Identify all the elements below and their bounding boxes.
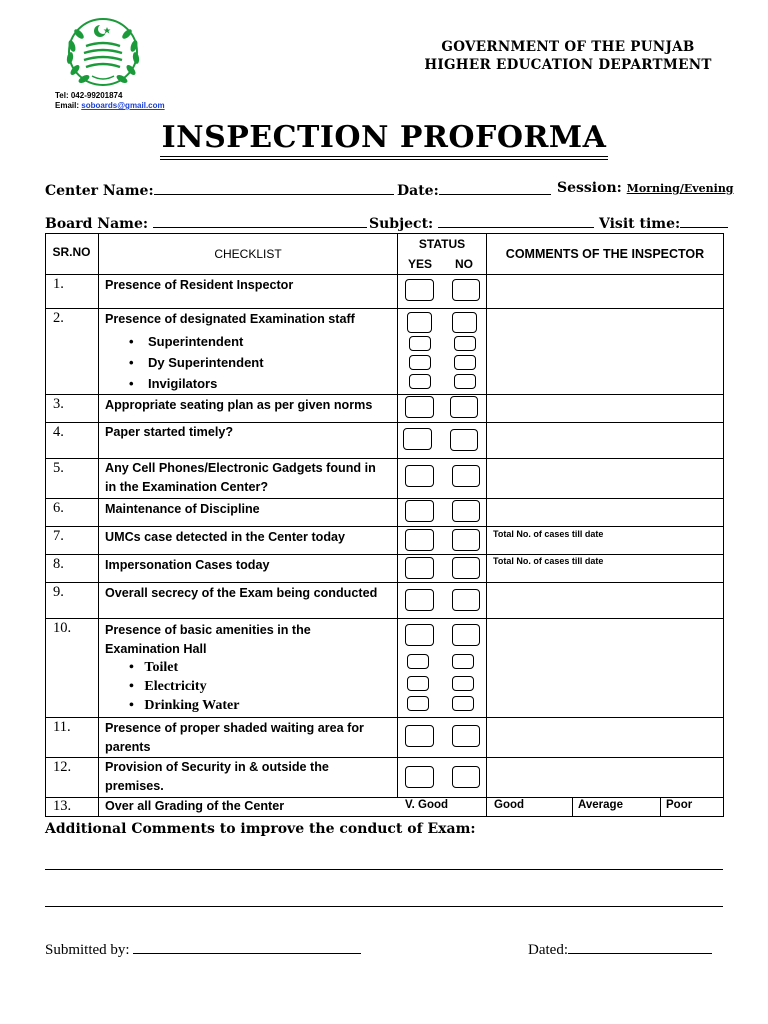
checklist-line: premises. bbox=[105, 779, 164, 793]
no-checkbox[interactable] bbox=[452, 312, 477, 333]
checklist-item: Presence of designated Examination staff bbox=[105, 312, 355, 326]
header-yes: YES bbox=[407, 257, 432, 271]
checklist-item bbox=[105, 621, 311, 659]
checklist-item: Appropriate seating plan as per given norms bbox=[105, 398, 373, 412]
date-blank[interactable] bbox=[439, 180, 551, 195]
checklist-line: in the Examination Center? bbox=[105, 480, 269, 494]
row-number: 7. bbox=[53, 528, 64, 544]
header-comments: COMMENTS OF THE INSPECTOR bbox=[505, 247, 705, 261]
checklist-item bbox=[105, 758, 329, 796]
checklist-item: Paper started timely? bbox=[105, 425, 234, 439]
page-title bbox=[100, 120, 668, 155]
no-checkbox[interactable] bbox=[450, 429, 478, 451]
checklist-line: Any Cell Phones/Electronic Gadgets found in bbox=[105, 461, 376, 475]
comment-line[interactable] bbox=[45, 869, 723, 870]
checklist-line: Provision of Security in & outside the bbox=[105, 760, 329, 774]
yes-checkbox[interactable] bbox=[405, 396, 434, 418]
row-number: 8. bbox=[53, 556, 64, 572]
row-number: 6. bbox=[53, 500, 64, 516]
row-number: 11. bbox=[53, 719, 71, 735]
additional-comments-label: Additional Comments to improve the conduct of Exam: bbox=[45, 821, 476, 837]
grade-vgood[interactable]: V. Good bbox=[405, 799, 449, 811]
bullet-text: Electricity bbox=[144, 679, 207, 694]
yes-checkbox[interactable] bbox=[409, 336, 431, 351]
bullet-text: Drinking Water bbox=[144, 698, 240, 713]
date-label: Date: bbox=[397, 183, 439, 199]
grade-average[interactable]: Average bbox=[578, 799, 623, 811]
checklist-item: Overall secrecy of the Exam being conducted bbox=[105, 586, 378, 600]
contact-email-line bbox=[55, 101, 165, 111]
comment-note: Total No. of cases till date bbox=[493, 529, 604, 539]
checklist-item bbox=[105, 459, 376, 497]
checklist-item: Impersonation Cases today bbox=[105, 558, 270, 572]
yes-checkbox[interactable] bbox=[407, 696, 429, 711]
no-checkbox[interactable] bbox=[452, 465, 480, 487]
dated-blank[interactable] bbox=[568, 939, 712, 954]
checklist-item bbox=[105, 719, 364, 757]
yes-checkbox[interactable] bbox=[407, 312, 432, 333]
no-checkbox[interactable] bbox=[450, 396, 478, 418]
visit-time-label: Visit time: bbox=[599, 216, 681, 232]
center-name-row bbox=[45, 180, 394, 199]
yes-checkbox[interactable] bbox=[409, 355, 431, 370]
session-row bbox=[557, 180, 734, 196]
yes-checkbox[interactable] bbox=[405, 557, 434, 579]
row-number: 3. bbox=[53, 396, 64, 412]
checklist-line: Examination Hall bbox=[105, 642, 207, 656]
bullet-text: Invigilators bbox=[148, 376, 218, 391]
session-label: Session: bbox=[557, 180, 622, 196]
no-checkbox[interactable] bbox=[454, 374, 476, 389]
contact-email-link[interactable]: soboards@gmail.com bbox=[81, 101, 165, 110]
yes-checkbox[interactable] bbox=[407, 676, 429, 691]
no-checkbox[interactable] bbox=[452, 624, 480, 646]
subject-blank[interactable] bbox=[438, 213, 594, 228]
dated-row bbox=[528, 939, 712, 959]
row-number: 13. bbox=[53, 798, 72, 814]
no-checkbox[interactable] bbox=[452, 589, 480, 611]
comment-line[interactable] bbox=[45, 906, 723, 907]
board-name-blank[interactable] bbox=[153, 213, 367, 228]
no-checkbox[interactable] bbox=[454, 336, 476, 351]
bullet-text: Toilet bbox=[144, 660, 179, 675]
bullet-item: • Invigilators bbox=[129, 376, 218, 391]
submitted-by-label: Submitted by: bbox=[45, 942, 130, 958]
bullet-item: • Dy Superintendent bbox=[129, 355, 264, 370]
header-checklist: CHECKLIST bbox=[214, 247, 282, 261]
row-number: 4. bbox=[53, 424, 64, 440]
contact-info bbox=[55, 91, 165, 111]
checklist-item: Presence of Resident Inspector bbox=[105, 278, 294, 292]
contact-email-label: Email: bbox=[55, 101, 80, 110]
yes-checkbox[interactable] bbox=[405, 465, 434, 487]
yes-checkbox[interactable] bbox=[405, 725, 434, 747]
header-no: NO bbox=[455, 257, 473, 271]
no-checkbox[interactable] bbox=[452, 529, 480, 551]
bullet-item: • Electricity bbox=[129, 679, 207, 694]
no-checkbox[interactable] bbox=[452, 557, 480, 579]
contact-tel: Tel: 042-99201874 bbox=[55, 91, 123, 100]
checklist-line: Presence of proper shaded waiting area for bbox=[105, 721, 364, 735]
page-title-text: INSPECTION PROFORMA bbox=[160, 120, 609, 160]
bullet-text: Superintendent bbox=[148, 334, 244, 349]
no-checkbox[interactable] bbox=[452, 279, 480, 301]
punjab-government-logo bbox=[62, 16, 144, 90]
checklist-item: UMCs case detected in the Center today bbox=[105, 530, 346, 544]
center-name-label: Center Name: bbox=[45, 183, 154, 199]
gov-line-2: HIGHER EDUCATION DEPARTMENT bbox=[424, 57, 712, 73]
bullet-text: Dy Superintendent bbox=[148, 355, 264, 370]
subject-row bbox=[369, 213, 594, 232]
checklist-line: parents bbox=[105, 740, 151, 754]
no-checkbox[interactable] bbox=[452, 766, 480, 788]
checklist-item: Over all Grading of the Center bbox=[105, 799, 285, 813]
no-checkbox[interactable] bbox=[452, 654, 474, 669]
no-checkbox[interactable] bbox=[452, 696, 474, 711]
government-heading bbox=[410, 38, 726, 74]
row-number: 10. bbox=[53, 620, 72, 636]
bullet-item: • Toilet bbox=[129, 660, 179, 675]
checklist-line: Presence of basic amenities in the bbox=[105, 623, 311, 637]
header-srno: SR.NO bbox=[52, 245, 91, 259]
submitted-by-row bbox=[45, 939, 361, 959]
yes-checkbox[interactable] bbox=[405, 766, 434, 788]
date-row bbox=[397, 180, 551, 199]
board-name-label: Board Name: bbox=[45, 216, 149, 232]
dated-label: Dated: bbox=[528, 942, 568, 958]
comment-note: Total No. of cases till date bbox=[493, 556, 604, 566]
no-checkbox[interactable] bbox=[454, 355, 476, 370]
grade-poor[interactable]: Poor bbox=[666, 799, 693, 811]
no-checkbox[interactable] bbox=[452, 725, 480, 747]
inspection-table bbox=[45, 233, 724, 817]
subject-label: Subject: bbox=[369, 216, 434, 232]
visit-time-blank[interactable] bbox=[680, 213, 728, 228]
row-number: 2. bbox=[53, 310, 64, 326]
yes-checkbox[interactable] bbox=[405, 500, 434, 522]
no-checkbox[interactable] bbox=[452, 676, 474, 691]
row-number: 5. bbox=[53, 460, 64, 476]
no-checkbox[interactable] bbox=[452, 500, 480, 522]
center-name-blank[interactable] bbox=[154, 180, 394, 195]
bullet-item: • Drinking Water bbox=[129, 698, 240, 713]
session-value: Morning/Evening bbox=[626, 182, 734, 195]
grade-good[interactable]: Good bbox=[494, 799, 525, 811]
board-name-row bbox=[45, 213, 367, 232]
row-number: 1. bbox=[53, 276, 64, 292]
submitted-by-blank[interactable] bbox=[133, 939, 361, 954]
row-number: 12. bbox=[53, 759, 72, 775]
yes-checkbox[interactable] bbox=[405, 529, 434, 551]
checklist-item: Maintenance of Discipline bbox=[105, 502, 260, 516]
yes-checkbox[interactable] bbox=[405, 589, 434, 611]
visit-time-row bbox=[599, 213, 728, 232]
gov-line-1: GOVERNMENT OF THE PUNJAB bbox=[441, 39, 695, 55]
row-number: 9. bbox=[53, 584, 64, 600]
yes-checkbox[interactable] bbox=[409, 374, 431, 389]
yes-checkbox[interactable] bbox=[405, 279, 434, 301]
header-status: STATUS bbox=[418, 237, 466, 251]
yes-checkbox[interactable] bbox=[405, 624, 434, 646]
yes-checkbox[interactable] bbox=[407, 654, 429, 669]
bullet-item: • Superintendent bbox=[129, 334, 244, 349]
yes-checkbox[interactable] bbox=[403, 428, 432, 450]
